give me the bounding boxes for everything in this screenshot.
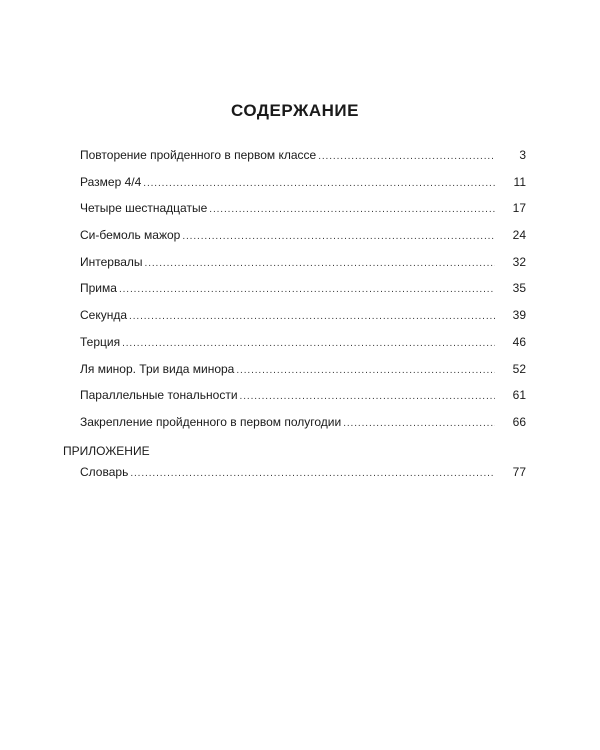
toc-list (80, 147, 526, 441)
toc-entry-label: Четыре шестнадцатые (80, 201, 208, 216)
toc-entry (80, 464, 526, 491)
dot-leader (130, 466, 495, 482)
dot-leader (240, 389, 495, 405)
dot-leader (182, 229, 495, 245)
toc-entry-label: Закрепление пройденного в первом полугодии (80, 414, 342, 429)
dot-leader (143, 176, 495, 192)
toc-entry-page: 52 (512, 361, 526, 376)
toc-entry-label: Ля минор. Три вида минора (80, 361, 235, 376)
toc-entry-label: Терция (80, 334, 121, 349)
toc-entry (80, 414, 526, 441)
toc-entry (80, 147, 526, 174)
toc-entry-page: 24 (512, 228, 526, 243)
toc-entry-label: Интервалы (80, 254, 143, 269)
toc-entry-page: 77 (512, 465, 526, 479)
dot-leader (122, 336, 495, 352)
toc-entry-page: 46 (512, 334, 526, 349)
toc-entry (80, 361, 526, 388)
toc-entry-page: 61 (512, 388, 526, 403)
dot-leader (343, 416, 495, 432)
toc-entry-label: Размер 4/4 (80, 174, 142, 189)
toc-entry (80, 254, 526, 281)
page-title: СОДЕРЖАНИЕ (231, 101, 359, 120)
dot-leader (145, 256, 495, 272)
appendix-heading: ПРИЛОЖЕНИЕ (63, 444, 150, 458)
toc-entry-label: Секунда (80, 308, 128, 323)
toc-entry-label: Параллельные тональности (80, 388, 238, 403)
toc-entry (80, 280, 526, 307)
toc-entry (80, 227, 526, 254)
dot-leader (119, 282, 495, 298)
toc-entry-page: 39 (512, 308, 526, 323)
toc-entry (80, 174, 526, 201)
toc-entry-page: 35 (512, 281, 526, 296)
toc-entry-page: 11 (513, 174, 526, 189)
toc-entry-page: 3 (519, 148, 526, 162)
toc-entry (80, 307, 526, 334)
toc-entry (80, 200, 526, 227)
dot-leader (209, 202, 495, 218)
dot-leader (236, 363, 495, 379)
dot-leader (318, 149, 495, 165)
toc-entry-page: 17 (512, 201, 526, 216)
toc-entry (80, 334, 526, 361)
toc-entry-label: Си-бемоль мажор (80, 228, 181, 243)
toc-entry-page: 66 (512, 414, 526, 429)
appendix-list (80, 464, 526, 491)
toc-entry (80, 387, 526, 414)
toc-entry-label: Повторение пройденного в первом классе (80, 148, 317, 162)
toc-entry-page: 32 (512, 254, 526, 269)
dot-leader (129, 309, 495, 325)
toc-entry-label: Словарь (80, 465, 129, 479)
toc-entry-label: Прима (80, 281, 117, 296)
